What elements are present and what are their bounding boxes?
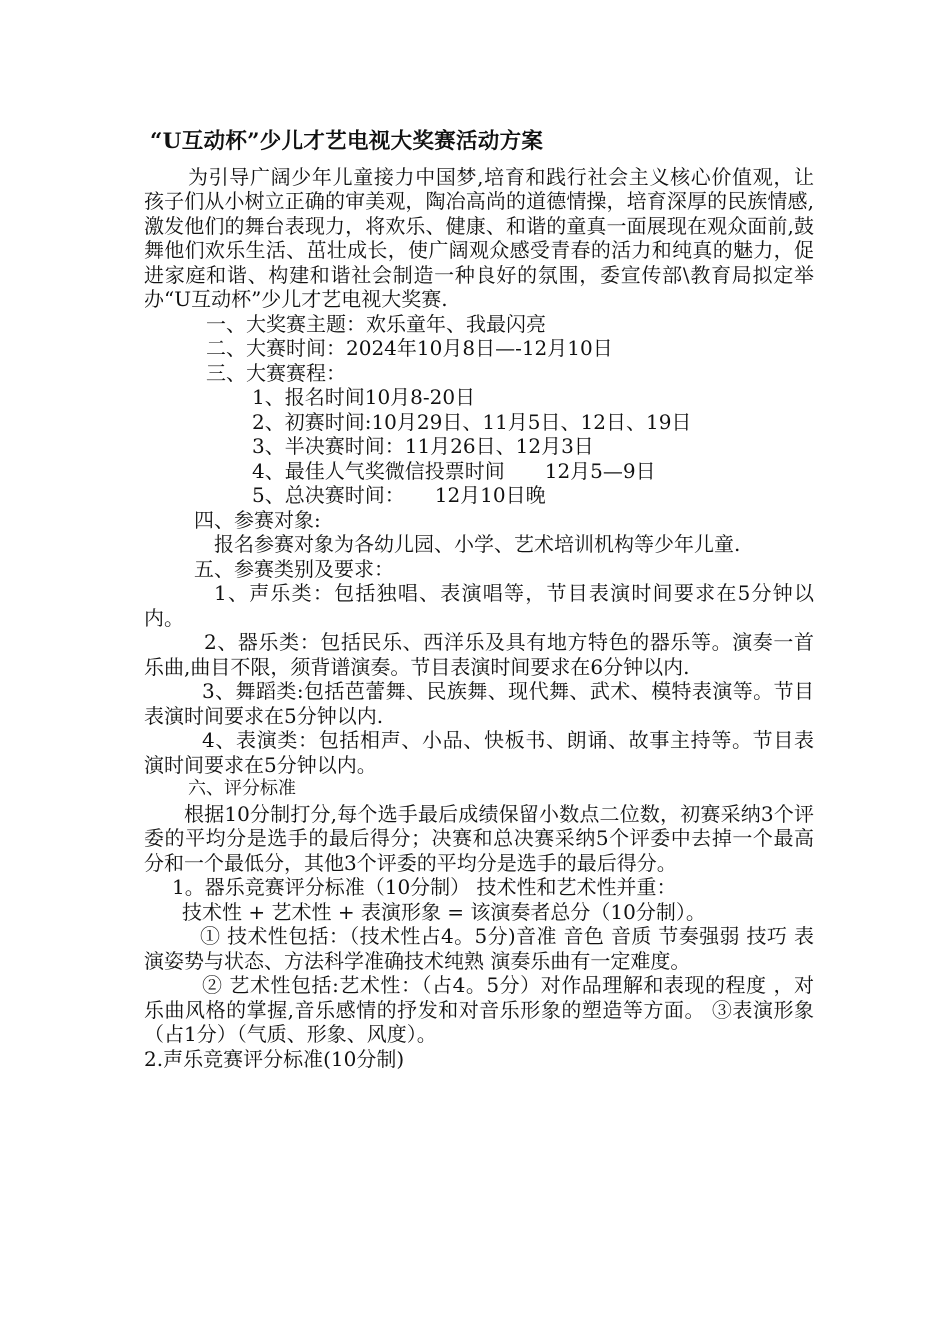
intro-paragraph: 为引导广阔少年儿童接力中国梦,培育和践行社会主义核心价值观，让孩子们从小树立正确的审美观，陶冶高尚的道德情操，培育深厚的民族情感,激发他们的舞台表现力，将欢乐、健康、和谐的童真一面展现在观众面前,鼓舞他们欢乐生活、茁壮成长，使广阔观众感受青春的活力和纯真的魅力，促进家庭和谐、构建和谐社会制造一种良好的氛围，委宣传部\教育局拟定举办“U互动杯”少儿才艺电视大奖赛. <box>144 164 814 311</box>
section-participants-heading: 四、参赛对象: <box>194 507 321 532</box>
document-title: “U互动杯”少儿才艺电视大奖赛活动方案 <box>150 129 544 154</box>
instrument-tech: ① 技术性包括：（技术性占4。5分)音准 音色 音质 节奏强弱 技巧 表演姿势与状态、方法科学准确技术纯熟 演奏乐曲有一定难度。 <box>144 924 814 973</box>
schedule-item: 4、最佳人气奖微信投票时间 12月5—9日 <box>252 458 656 483</box>
section-schedule-heading: 三、大赛赛程： <box>206 360 346 385</box>
category-item: 1、声乐类：包括独唱、表演唱等，节目表演时间要求在5分钟以内。 <box>144 581 814 630</box>
section-scoring-heading: 六、评分标准 <box>188 778 296 799</box>
schedule-item: 3、半决赛时间：11月26日、12月3日 <box>252 434 594 458</box>
section-time: 二、大赛时间：2024年10月8日—-12月10日 <box>206 336 613 360</box>
instrument-heading: 1。器乐竞赛评分标准（10分制） 技术性和艺术性并重： <box>172 875 677 899</box>
document-page <box>144 130 814 1071</box>
category-item: 3、舞蹈类:包括芭蕾舞、民族舞、现代舞、武术、模特表演等。节目表演时间要求在5分钟以内. <box>144 679 814 728</box>
schedule-item: 1、报名时间10月8-20日 <box>252 385 476 409</box>
instrument-art: ② 艺术性包括:艺术性：（占4。5分）对作品理解和表现的程度 ，对乐曲风格的掌握,音乐感情的抒发和对音乐形象的塑造等方面。 ③表演形象（占1分）（气质、形象、风度）。 <box>144 973 814 1046</box>
schedule-item: 5、总决赛时间： 12月10日晚 <box>252 483 546 507</box>
scoring-text: 根据10分制打分,每个选手最后成绩保留小数点二位数，初赛采纳3个评委的平均分是选手的最后得分；决赛和总决赛采纳5个评委中去掉一个最高分和一个最低分，其他3个评委的平均分是选手的最后得分。 <box>144 801 814 875</box>
participants-text: 报名参赛对象为各幼儿园、小学、艺术培训机构等少年儿童. <box>214 532 741 556</box>
section-theme: 一、大奖赛主题：欢乐童年、我最闪亮 <box>206 311 546 336</box>
instrument-formula: 技术性 + 艺术性 + 表演形象 = 该演奏者总分（10分制）。 <box>182 899 706 924</box>
section-categories-heading: 五、参赛类别及要求： <box>194 556 394 581</box>
vocal-heading: 2.声乐竞赛评分标准(10分制) <box>144 1046 405 1071</box>
schedule-item: 2、初赛时间:10月29日、11月5日、12日、19日 <box>252 409 692 434</box>
category-item: 2、器乐类：包括民乐、西洋乐及具有地方特色的器乐等。演奏一首乐曲,曲目不限，须背谱演奏。节目表演时间要求在6分钟以内. <box>144 630 814 679</box>
category-item: 4、表演类：包括相声、小品、快板书、朗诵、故事主持等。节目表演时间要求在5分钟以内。 <box>144 728 814 777</box>
